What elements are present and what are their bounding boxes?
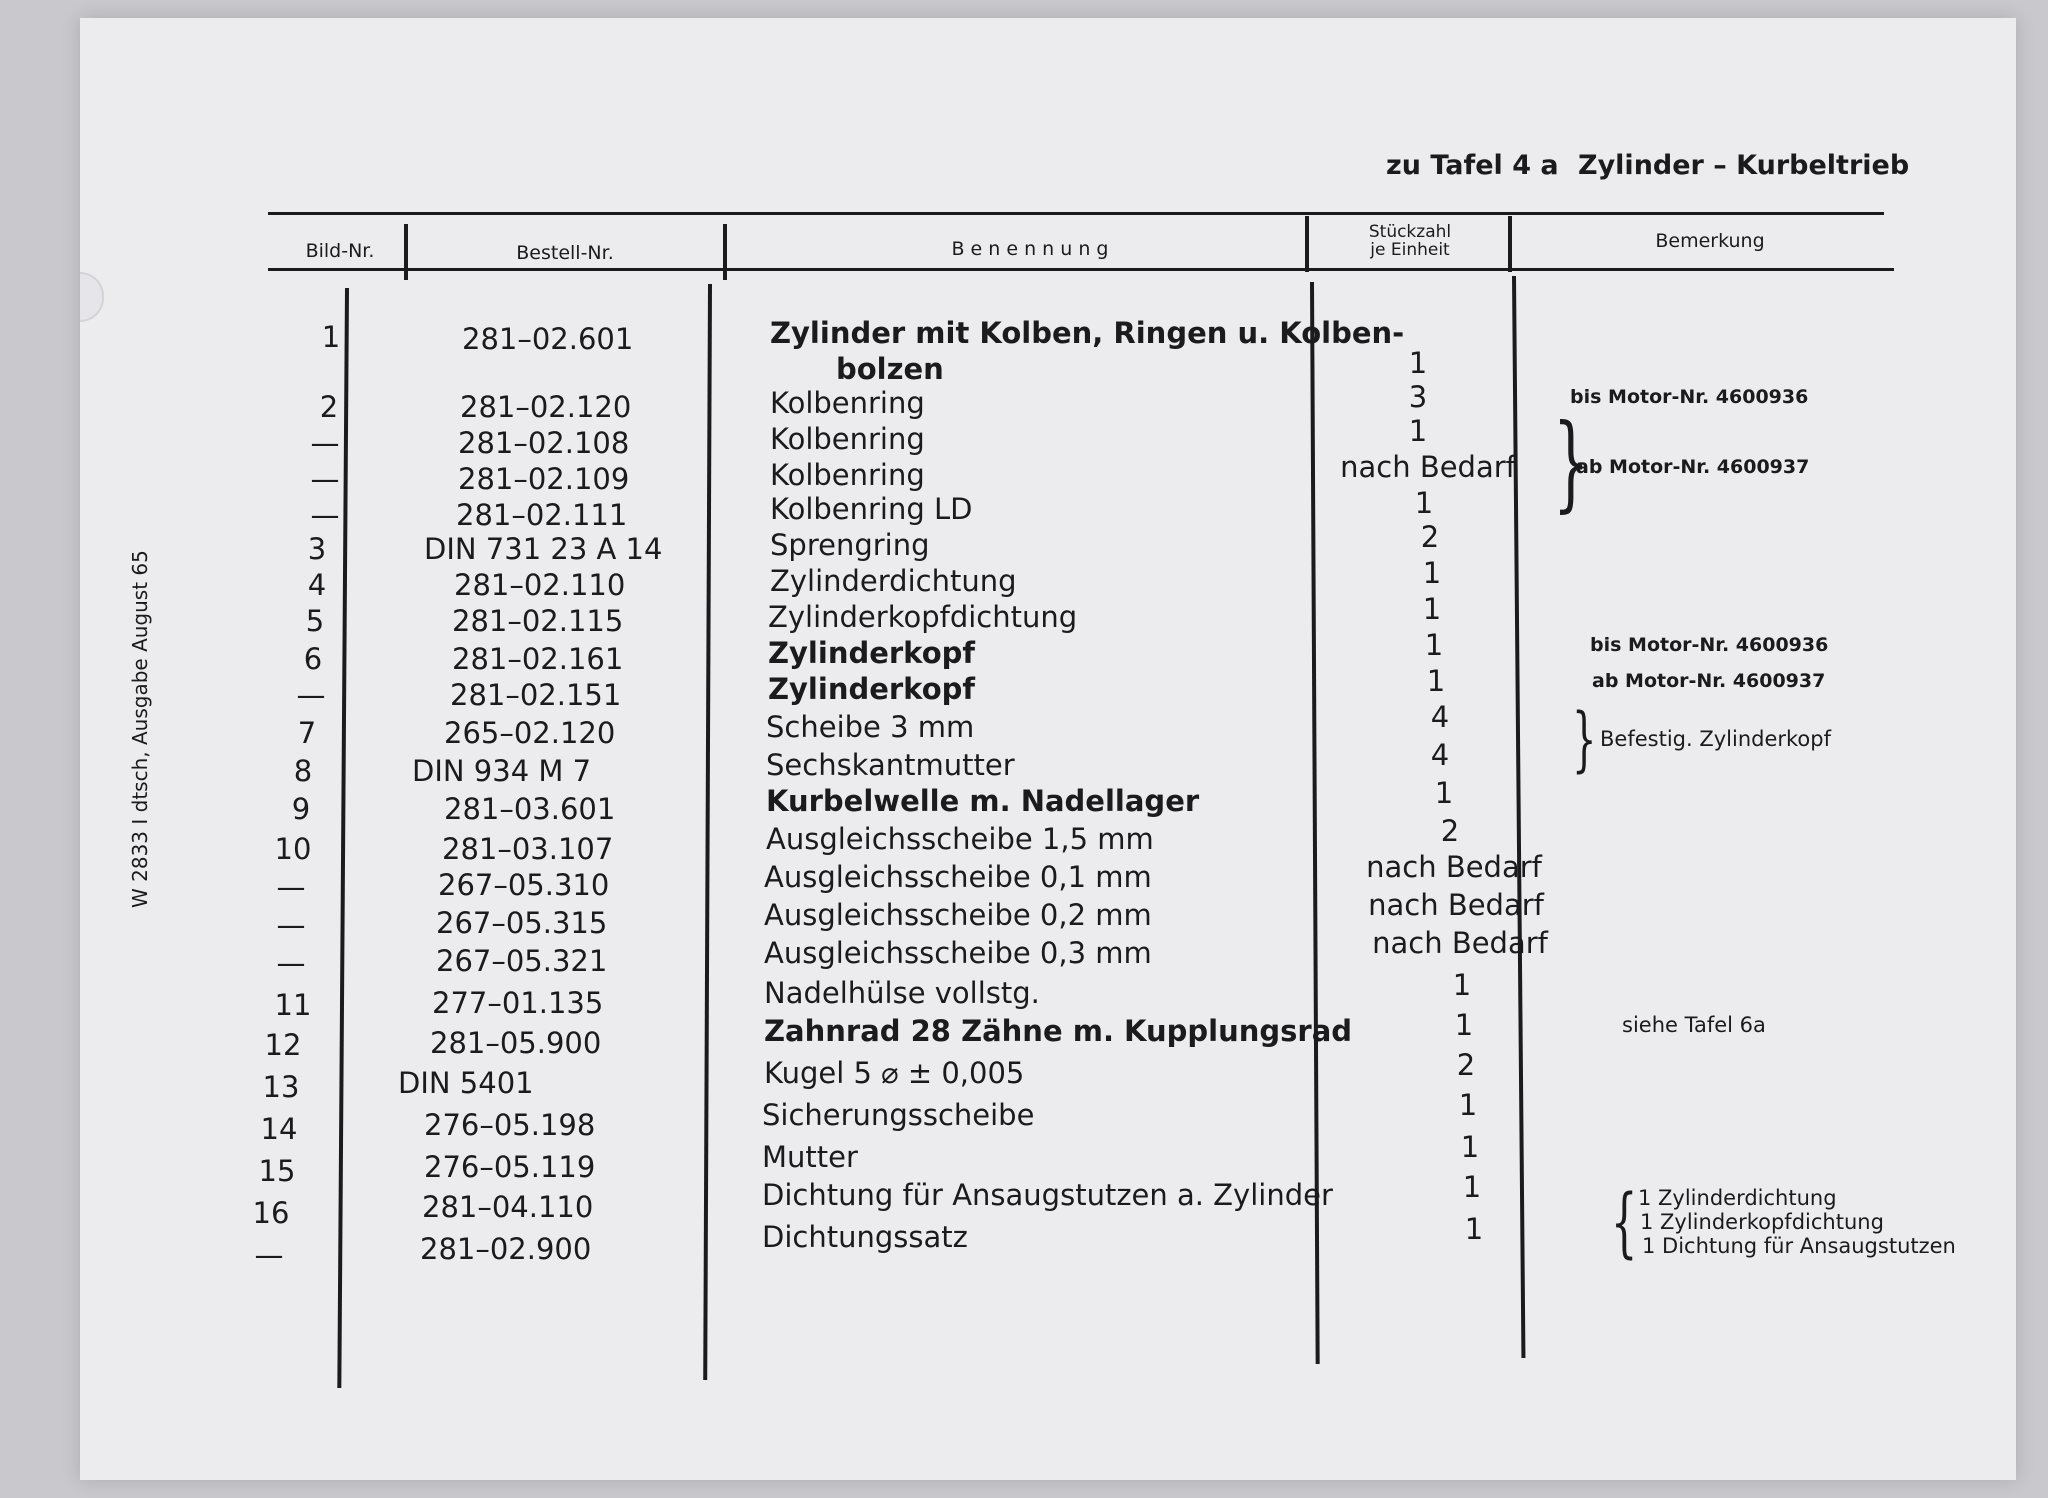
cell-qty: 1: [1408, 346, 1428, 380]
cell-qty: 1: [1452, 968, 1472, 1002]
cell-bild-nr: 16: [252, 1196, 290, 1230]
side-note: W 2833 I dtsch, Ausgabe August 65: [128, 550, 152, 908]
cell-qty: 1: [1422, 592, 1442, 626]
cell-bild-nr: —: [254, 1238, 284, 1272]
cell-bild-nr: 3: [307, 532, 327, 566]
cell-bild-nr: 14: [260, 1112, 298, 1146]
cell-bestell-nr: 281–02.900: [420, 1232, 592, 1266]
cell-bestell-nr: 267–05.321: [436, 944, 608, 978]
cell-qty: 1: [1454, 1008, 1474, 1042]
cell-bestell-nr: DIN 934 M 7: [412, 754, 592, 788]
cell-bild-nr: —: [276, 908, 306, 942]
cell-bild-nr: —: [276, 946, 306, 980]
cell-qty: 1: [1414, 486, 1434, 520]
cell-qty: nach Bedarf: [1372, 926, 1548, 960]
cell-bestell-nr: 281–02.110: [454, 568, 626, 602]
cell-benennung: Zylinderkopf: [768, 636, 975, 670]
cell-benennung: Zahnrad 28 Zähne m. Kupplungsrad: [764, 1014, 1353, 1048]
cell-bestell-nr: 281–02.601: [462, 322, 634, 356]
cell-qty: nach Bedarf: [1340, 450, 1516, 484]
cell-bild-nr: —: [276, 870, 306, 904]
cell-qty: 2: [1456, 1048, 1476, 1082]
cell-bestell-nr: 276–05.198: [424, 1108, 596, 1142]
cell-bestell-nr: 276–05.119: [424, 1150, 596, 1184]
cell-qty: 4: [1430, 738, 1450, 772]
cell-benennung: Zylinderkopf: [768, 672, 975, 706]
remark-befestig: Befestig. Zylinderkopf: [1600, 727, 1831, 751]
cell-benennung: Zylinderkopfdichtung: [768, 600, 1078, 634]
header-stueckzahl: Stückzahl: [1368, 222, 1452, 242]
cell-bestell-nr: 281–02.108: [458, 426, 630, 460]
page-title: Zylinder – Kurbeltrieb: [1578, 150, 1910, 181]
cell-bestell-nr: 281–03.601: [444, 792, 616, 826]
cell-qty: 4: [1430, 700, 1450, 734]
list-item: 1 Dichtung für Ansaugstutzen: [1642, 1234, 1956, 1258]
col-divider-header: [404, 224, 408, 280]
header-benennung: B e n e n n u n g: [951, 238, 1109, 260]
list-item: 1 Zylinderdichtung: [1638, 1186, 1837, 1210]
cell-benennung: Ausgleichsscheibe 0,3 mm: [764, 936, 1152, 970]
cell-bild-nr: 13: [262, 1070, 300, 1104]
cell-qty: 3: [1408, 380, 1428, 414]
list-item: 1 Zylinderkopfdichtung: [1640, 1210, 1884, 1234]
cell-benennung: Zylinderdichtung: [770, 564, 1017, 598]
header-bestell-nr: Bestell-Nr.: [516, 242, 614, 264]
brace-icon: {: [1610, 1177, 1638, 1266]
cell-bild-nr: —: [310, 426, 340, 460]
cell-benennung: Scheibe 3 mm: [766, 710, 975, 744]
header-bemerkung: Bemerkung: [1655, 230, 1765, 252]
col-divider-header: [723, 224, 727, 280]
cell-benennung: Kurbelwelle m. Nadellager: [766, 784, 1200, 818]
cell-bestell-nr: DIN 731 23 A 14: [424, 532, 663, 566]
cell-bestell-nr: 281–03.107: [442, 832, 614, 866]
cell-benennung: Nadelhülse vollstg.: [764, 976, 1040, 1010]
cell-bestell-nr: 267–05.315: [436, 906, 608, 940]
brace-icon: }: [1552, 401, 1590, 523]
cell-bestell-nr: 281–02.115: [452, 604, 624, 638]
cell-qty: nach Bedarf: [1368, 888, 1544, 922]
cell-bild-nr: 5: [305, 604, 325, 638]
brace-icon: }: [1572, 698, 1597, 780]
cell-qty: 1: [1424, 628, 1444, 662]
cell-bestell-nr: 277–01.135: [432, 986, 604, 1020]
cell-bild-nr: 2: [319, 390, 339, 424]
cell-qty: 1: [1434, 776, 1454, 810]
cell-bild-nr: —: [310, 462, 340, 496]
header-je-einheit: je Einheit: [1370, 240, 1450, 260]
cell-benennung: Kolbenring: [770, 422, 925, 456]
cell-bestell-nr: 281–04.110: [422, 1190, 594, 1224]
cell-bild-nr: —: [296, 678, 326, 712]
cell-benennung: Kolbenring: [770, 386, 925, 420]
cell-benennung: Kolbenring LD: [770, 492, 973, 526]
cell-bild-nr: 7: [297, 716, 317, 750]
cell-bestell-nr: 281–02.109: [458, 462, 630, 496]
cell-bild-nr: 8: [293, 754, 313, 788]
cell-bild-nr: 11: [274, 988, 312, 1022]
cell-benennung: Mutter: [762, 1140, 858, 1174]
remark-bis-motor: bis Motor-Nr. 4600936: [1570, 386, 1809, 408]
cell-qty: 2: [1440, 814, 1460, 848]
col-divider-header: [1508, 216, 1512, 272]
cell-benennung: Ausgleichsscheibe 0,2 mm: [764, 898, 1152, 932]
cell-benennung: Zylinder mit Kolben, Ringen u. Kolben-: [770, 316, 1405, 350]
table-top-rule: [268, 212, 1884, 215]
cell-bestell-nr: 267–05.310: [438, 868, 610, 902]
cell-qty: nach Bedarf: [1366, 850, 1542, 884]
cell-qty: 2: [1420, 520, 1440, 554]
cell-bild-nr: 15: [258, 1154, 296, 1188]
cell-benennung: Sicherungsscheibe: [762, 1098, 1035, 1132]
cell-qty: 1: [1408, 414, 1428, 448]
cell-benennung: Dichtungssatz: [762, 1220, 968, 1254]
cell-benennung: Sprengring: [770, 528, 930, 562]
remark-siehe-tafel: siehe Tafel 6a: [1622, 1013, 1766, 1037]
cell-bestell-nr: 281–02.151: [450, 678, 622, 712]
cell-bild-nr: 1: [321, 320, 341, 354]
cell-bild-nr: 9: [291, 792, 311, 826]
cell-bestell-nr: 281–02.111: [456, 498, 628, 532]
remark-bis-motor-2: bis Motor-Nr. 4600936: [1590, 634, 1829, 656]
header-bild-nr: Bild-Nr.: [305, 240, 375, 262]
col-divider-header: [1305, 216, 1309, 272]
cell-bestell-nr: 281–02.120: [460, 390, 632, 424]
table-header-rule: [268, 268, 1894, 271]
cell-bild-nr: —: [310, 498, 340, 532]
cell-qty: 1: [1464, 1212, 1484, 1246]
cell-bild-nr: 12: [264, 1028, 302, 1062]
cell-bild-nr: 6: [303, 642, 323, 676]
cell-qty: 1: [1460, 1130, 1480, 1164]
cell-benennung: Ausgleichsscheibe 1,5 mm: [766, 822, 1154, 856]
cell-qty: 1: [1426, 664, 1446, 698]
cell-bestell-nr: DIN 5401: [398, 1066, 534, 1100]
cell-qty: 1: [1422, 556, 1442, 590]
cell-benennung: Kugel 5 ⌀ ± 0,005: [764, 1056, 1025, 1090]
cell-bestell-nr: 281–02.161: [452, 642, 624, 676]
remark-ab-motor: ab Motor-Nr. 4600937: [1576, 456, 1810, 478]
cell-benennung-cont: bolzen: [836, 352, 944, 386]
cell-bild-nr: 10: [274, 832, 312, 866]
cell-qty: 1: [1458, 1088, 1478, 1122]
cell-benennung: Ausgleichsscheibe 0,1 mm: [764, 860, 1152, 894]
cell-bestell-nr: 265–02.120: [444, 716, 616, 750]
cell-benennung: Dichtung für Ansaugstutzen a. Zylinder: [762, 1178, 1333, 1212]
tafel-reference: zu Tafel 4 a: [1386, 150, 1559, 181]
cell-benennung: Sechskantmutter: [766, 748, 1015, 782]
remark-ab-motor-2: ab Motor-Nr. 4600937: [1592, 670, 1826, 692]
cell-benennung: Kolbenring: [770, 458, 925, 492]
cell-bild-nr: 4: [307, 568, 327, 602]
cell-bestell-nr: 281–05.900: [430, 1026, 602, 1060]
cell-qty: 1: [1462, 1170, 1482, 1204]
